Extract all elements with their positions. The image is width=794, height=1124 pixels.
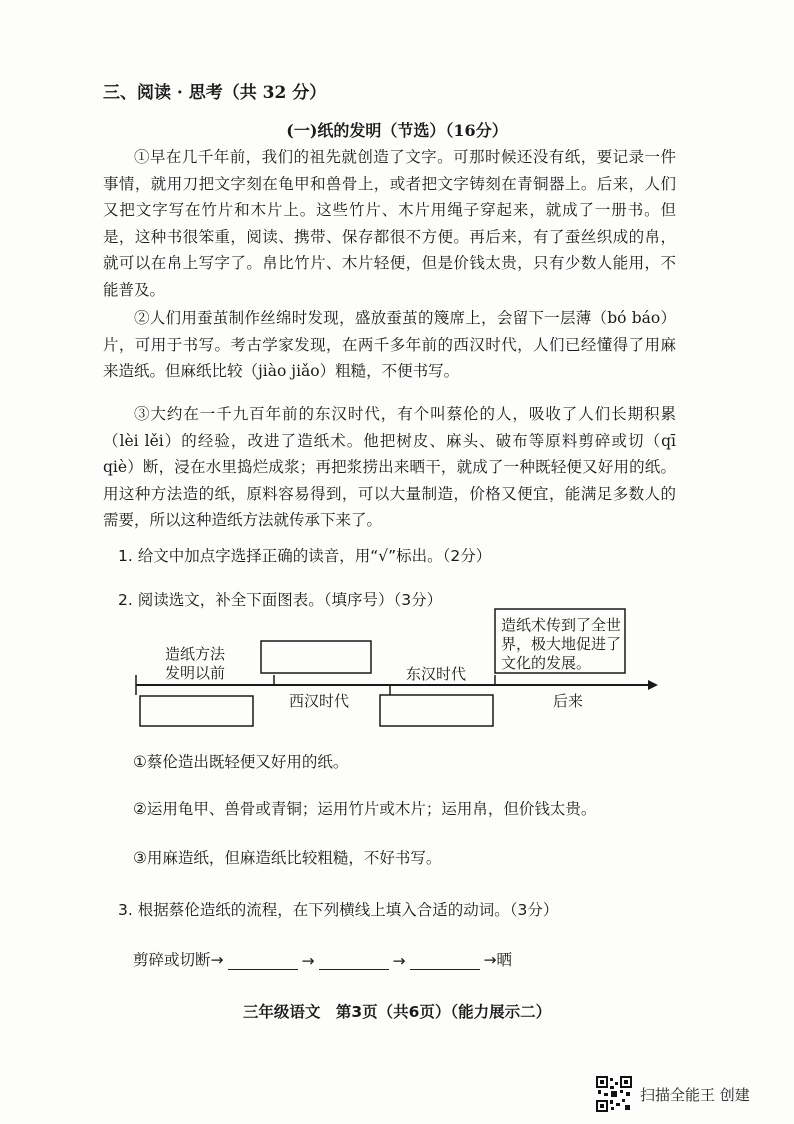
section-title: 三、阅读 · 思考（共 32 分） (103, 83, 327, 103)
chain-arrow-2: → (392, 952, 406, 970)
paragraph-3: ③大约在一千九百年前的东汉时代，有个叫蔡伦的人，吸收了人们长期积累（lèi lěi）的经验，改进了造纸术。他把树皮、麻头、破布等原料剪碎或切（qī qiè）断，浸在水里捣烂成浆；再把浆捞出来晒干，就成了一种既轻便又好用的纸。用这种方法造的纸，原料容易得到，可以大量制造，价格又便宜，能满足多数人的需要，所以这种造纸方法就传承下来了。 (103, 405, 676, 529)
blank-1[interactable] (228, 953, 298, 970)
answer-box-before[interactable] (140, 696, 253, 726)
chain-arrow-1: → (301, 952, 315, 970)
question-3: 3. 根据蔡伦造纸的流程，在下列横线上填入合适的动词。（3分） (118, 901, 559, 919)
scanner-watermark (596, 1076, 750, 1112)
blank-3[interactable] (410, 953, 480, 970)
label-before-line2: 发明以前 (165, 664, 226, 682)
scanner-label: 扫描全能王 创建 (640, 1085, 750, 1104)
chain-end: →晒 (483, 951, 512, 969)
info-box-later-line3: 文化的发展。 (501, 654, 592, 672)
answer-box-eastern-han[interactable] (380, 695, 493, 726)
paragraph-2: ②人们用蚕茧制作丝绵时发现，盛放蚕茧的篾席上，会留下一层薄（bó báo）片，可用于书写。考古学家发现，在两千多年前的西汉时代，人们已经懂得了用麻来造纸。但麻纸比较（jiào jiǎo）粗糙，不便书写。 (103, 309, 676, 380)
info-box-later-line1: 造纸术传到了全世 (501, 616, 622, 634)
label-before-line1: 造纸方法 (165, 645, 226, 663)
label-eastern-han: 东汉时代 (406, 665, 467, 683)
question-2: 2. 阅读选文，补全下面图表。（填序号）（3分） (118, 591, 443, 609)
timeline-arrowhead (648, 680, 658, 690)
label-later: 后来 (553, 692, 584, 710)
qr-code-icon (596, 1076, 632, 1112)
answer-box-western-han[interactable] (261, 641, 371, 673)
option-1: ①蔡伦造出既轻便又好用的纸。 (133, 753, 349, 771)
info-box-later-line2: 界，极大地促进了 (501, 635, 622, 653)
process-chain (133, 948, 512, 970)
paragraph-1: ①早在几千年前，我们的祖先就创造了文字。可那时候还没有纸，要记录一件事情，就用刀把文字刻在龟甲和兽骨上，或者把文字铸刻在青铜器上。后来，人们又把文字写在竹片和木片上。这些竹片、木片用绳子穿起来，就成了一册书。但是，这种书很笨重，阅读、携带、保存都很不方便。再后来，有了蚕丝织成的帛，就可以在帛上写字了。帛比竹片、木片轻便，但是价钱太贵，只有少数人能用，不能普及。 (103, 148, 676, 299)
question-1: 1. 给文中加点字选择正确的读音，用“√”标出。（2分） (118, 547, 492, 565)
option-2: ②运用龟甲、兽骨或青铜；运用竹片或木片；运用帛，但价钱太贵。 (133, 800, 597, 818)
option-3: ③用麻造纸，但麻造纸比较粗糙，不好书写。 (133, 849, 442, 867)
article-title: (一)纸的发明（节选）（16分） (286, 121, 508, 140)
page-footer: 三年级语文 第3页（共6页）（能力展示二） (242, 1003, 552, 1021)
label-western-han: 西汉时代 (289, 692, 350, 710)
blank-2[interactable] (319, 953, 389, 970)
chain-start: 剪碎或切断→ (133, 951, 224, 969)
timeline-diagram (103, 607, 663, 737)
